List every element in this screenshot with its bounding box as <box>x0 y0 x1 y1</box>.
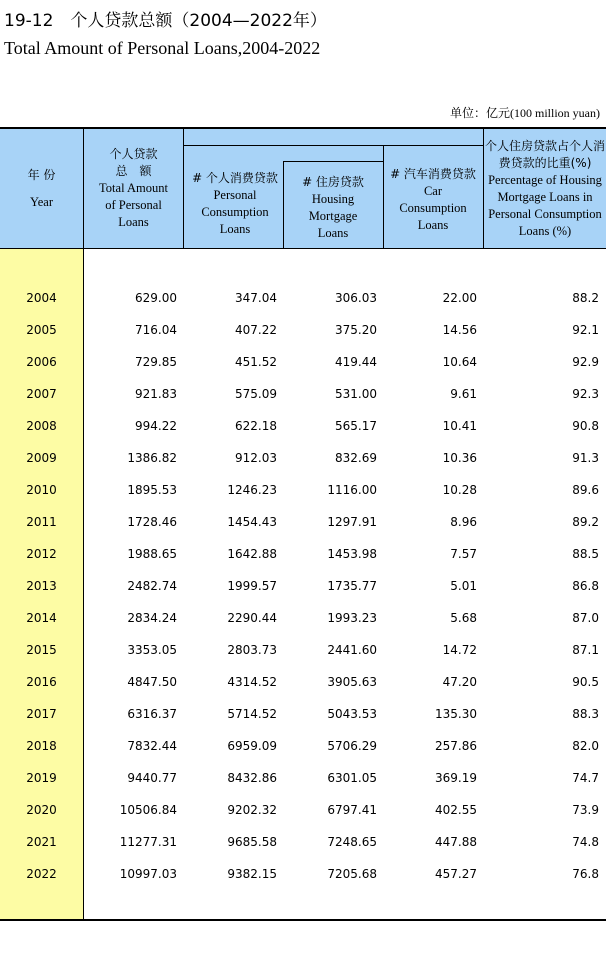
cell-year: 2009 <box>26 451 57 465</box>
header-total-cn2: 总 额 <box>115 163 152 178</box>
table-row <box>0 762 606 794</box>
header-divider <box>283 161 284 249</box>
table-row <box>0 442 606 474</box>
table-title-en: Total Amount of Personal Loans,2004-2022 <box>4 38 321 58</box>
cell-year: 2016 <box>26 675 57 689</box>
header-car-cn: # 汽车消费贷款 <box>390 167 476 181</box>
cell-percentage: 87.1 <box>572 643 599 657</box>
table-title-cn: 19-12 个人贷款总额（2004—2022年） <box>4 11 327 31</box>
cell-total: 1988.65 <box>127 547 177 561</box>
header-year-cn: 年 份 <box>27 168 56 182</box>
cell-car: 10.41 <box>442 419 477 433</box>
table-row <box>0 602 606 634</box>
cell-percentage: 90.5 <box>572 675 599 689</box>
table-row <box>0 794 606 826</box>
table-row <box>0 410 606 442</box>
cell-percentage: 88.5 <box>572 547 599 561</box>
cell-total: 3353.05 <box>127 643 177 657</box>
table-row <box>0 570 606 602</box>
cell-percentage: 88.3 <box>572 707 599 721</box>
cell-consumption: 575.09 <box>235 387 277 401</box>
cell-consumption: 1454.43 <box>227 515 277 529</box>
cell-consumption: 1246.23 <box>227 483 277 497</box>
cell-total: 994.22 <box>135 419 177 433</box>
header-year <box>0 129 83 249</box>
cell-consumption: 347.04 <box>235 291 277 305</box>
cell-total: 1386.82 <box>127 451 177 465</box>
cell-car: 135.30 <box>435 707 477 721</box>
header-housing <box>297 167 369 249</box>
cell-total: 2834.24 <box>127 611 177 625</box>
header-total-cn1: 个人贷款 <box>109 146 158 161</box>
cell-total: 10506.84 <box>119 803 177 817</box>
cell-total: 629.00 <box>135 291 177 305</box>
cell-housing: 306.03 <box>335 291 377 305</box>
cell-consumption: 912.03 <box>235 451 277 465</box>
cell-percentage: 92.9 <box>572 355 599 369</box>
cell-consumption: 8432.86 <box>227 771 277 785</box>
cell-total: 729.85 <box>135 355 177 369</box>
cell-total: 7832.44 <box>127 739 177 753</box>
cell-housing: 3905.63 <box>327 675 377 689</box>
table-row <box>0 314 606 346</box>
cell-total: 11277.31 <box>119 835 177 849</box>
cell-percentage: 92.3 <box>572 387 599 401</box>
cell-total: 716.04 <box>135 323 177 337</box>
header-total <box>96 143 171 233</box>
cell-percentage: 74.8 <box>572 835 599 849</box>
cell-year: 2013 <box>26 579 57 593</box>
cell-year: 2011 <box>26 515 57 529</box>
cell-housing: 1453.98 <box>327 547 377 561</box>
table-row <box>0 474 606 506</box>
cell-consumption: 1642.88 <box>227 547 277 561</box>
cell-car: 9.61 <box>450 387 477 401</box>
cell-percentage: 89.2 <box>572 515 599 529</box>
table-row <box>0 730 606 762</box>
header-car-en: Car Consumption Loans <box>399 184 467 232</box>
cell-consumption: 2290.44 <box>227 611 277 625</box>
table-header <box>0 129 606 249</box>
cell-year: 2015 <box>26 643 57 657</box>
cell-year: 2008 <box>26 419 57 433</box>
cell-percentage: 90.8 <box>572 419 599 433</box>
table-row <box>0 826 606 858</box>
header-housing-en: Housing Mortgage Loans <box>308 192 358 240</box>
table-row <box>0 538 606 570</box>
cell-total: 1728.46 <box>127 515 177 529</box>
header-housing-cn: # 住房贷款 <box>302 175 364 189</box>
cell-percentage: 74.7 <box>572 771 599 785</box>
header-divider <box>183 129 184 249</box>
cell-housing: 7248.65 <box>327 835 377 849</box>
header-consumption <box>190 159 280 249</box>
cell-housing: 5706.29 <box>327 739 377 753</box>
cell-total: 6316.37 <box>127 707 177 721</box>
cell-housing: 1993.23 <box>327 611 377 625</box>
cell-consumption: 9202.32 <box>227 803 277 817</box>
cell-year: 2014 <box>26 611 57 625</box>
cell-total: 10997.03 <box>119 867 177 881</box>
cell-year: 2007 <box>26 387 57 401</box>
cell-year: 2004 <box>26 291 57 305</box>
header-consumption-en: Personal Consumption Loans <box>201 188 269 236</box>
cell-percentage: 76.8 <box>572 867 599 881</box>
cell-year: 2005 <box>26 323 57 337</box>
cell-total: 2482.74 <box>127 579 177 593</box>
cell-consumption: 2803.73 <box>227 643 277 657</box>
cell-housing: 565.17 <box>335 419 377 433</box>
cell-housing: 6797.41 <box>327 803 377 817</box>
cell-year: 2021 <box>26 835 57 849</box>
table-row <box>0 858 606 890</box>
cell-housing: 1116.00 <box>327 483 377 497</box>
header-year-en: Year <box>29 195 54 209</box>
cell-consumption: 407.22 <box>235 323 277 337</box>
table-row <box>0 378 606 410</box>
cell-car: 257.86 <box>435 739 477 753</box>
header-consumption-cn: # 个人消费贷款 <box>192 171 278 185</box>
cell-car: 402.55 <box>435 803 477 817</box>
cell-housing: 832.69 <box>335 451 377 465</box>
cell-car: 5.68 <box>450 611 477 625</box>
header-percentage-cn: 个人住房贷款占个人消费贷款的比重(%) <box>485 139 606 170</box>
table-bottom-rule <box>0 919 606 921</box>
cell-total: 1895.53 <box>127 483 177 497</box>
header-bottom-rule <box>0 248 606 249</box>
cell-car: 14.72 <box>442 643 477 657</box>
cell-car: 457.27 <box>435 867 477 881</box>
cell-consumption: 1999.57 <box>227 579 277 593</box>
cell-housing: 1735.77 <box>327 579 377 593</box>
cell-percentage: 88.2 <box>572 291 599 305</box>
header-total-en: Total Amount of Personal Loans <box>99 180 168 229</box>
cell-total: 4847.50 <box>127 675 177 689</box>
cell-car: 10.28 <box>442 483 477 497</box>
header-percentage-en: Percentage of Housing Mortgage Loans in Personal Consumption Loans (%) <box>488 173 602 238</box>
cell-consumption: 622.18 <box>235 419 277 433</box>
cell-percentage: 92.1 <box>572 323 599 337</box>
cell-housing: 5043.53 <box>327 707 377 721</box>
cell-car: 7.57 <box>450 547 477 561</box>
cell-year: 2019 <box>26 771 57 785</box>
cell-housing: 1297.91 <box>327 515 377 529</box>
cell-year: 2012 <box>26 547 57 561</box>
cell-year: 2017 <box>26 707 57 721</box>
cell-percentage: 82.0 <box>572 739 599 753</box>
cell-percentage: 73.9 <box>572 803 599 817</box>
cell-year: 2018 <box>26 739 57 753</box>
cell-total: 921.83 <box>135 387 177 401</box>
cell-percentage: 86.8 <box>572 579 599 593</box>
cell-housing: 375.20 <box>335 323 377 337</box>
header-divider <box>383 146 384 249</box>
cell-consumption: 5714.52 <box>227 707 277 721</box>
header-divider <box>83 129 84 249</box>
cell-housing: 531.00 <box>335 387 377 401</box>
cell-consumption: 9685.58 <box>227 835 277 849</box>
cell-housing: 6301.05 <box>327 771 377 785</box>
cell-consumption: 9382.15 <box>227 867 277 881</box>
cell-percentage: 89.6 <box>572 483 599 497</box>
cell-year: 2022 <box>26 867 57 881</box>
cell-consumption: 451.52 <box>235 355 277 369</box>
cell-housing: 419.44 <box>335 355 377 369</box>
cell-consumption: 6959.09 <box>227 739 277 753</box>
cell-housing: 7205.68 <box>327 867 377 881</box>
cell-car: 5.01 <box>450 579 477 593</box>
cell-car: 8.96 <box>450 515 477 529</box>
table-row <box>0 506 606 538</box>
cell-car: 47.20 <box>442 675 477 689</box>
cell-consumption: 4314.52 <box>227 675 277 689</box>
cell-percentage: 87.0 <box>572 611 599 625</box>
table-row <box>0 282 606 314</box>
cell-car: 447.88 <box>435 835 477 849</box>
cell-year: 2006 <box>26 355 57 369</box>
cell-car: 10.64 <box>442 355 477 369</box>
unit-label <box>450 104 600 121</box>
cell-year: 2020 <box>26 803 57 817</box>
cell-car: 369.19 <box>435 771 477 785</box>
table-row <box>0 698 606 730</box>
header-car <box>386 151 480 249</box>
table-row <box>0 634 606 666</box>
header-divider <box>183 145 483 146</box>
cell-car: 10.36 <box>442 451 477 465</box>
unit-en: (100 million yuan) <box>510 106 600 120</box>
cell-year: 2010 <box>26 483 57 497</box>
cell-car: 14.56 <box>442 323 477 337</box>
table-row <box>0 346 606 378</box>
unit-cn: 单位：亿元 <box>449 106 510 120</box>
cell-housing: 2441.60 <box>327 643 377 657</box>
cell-total: 9440.77 <box>127 771 177 785</box>
header-percentage <box>484 129 606 249</box>
cell-car: 22.00 <box>442 291 477 305</box>
header-divider <box>283 161 383 162</box>
table-row <box>0 666 606 698</box>
cell-percentage: 91.3 <box>572 451 599 465</box>
